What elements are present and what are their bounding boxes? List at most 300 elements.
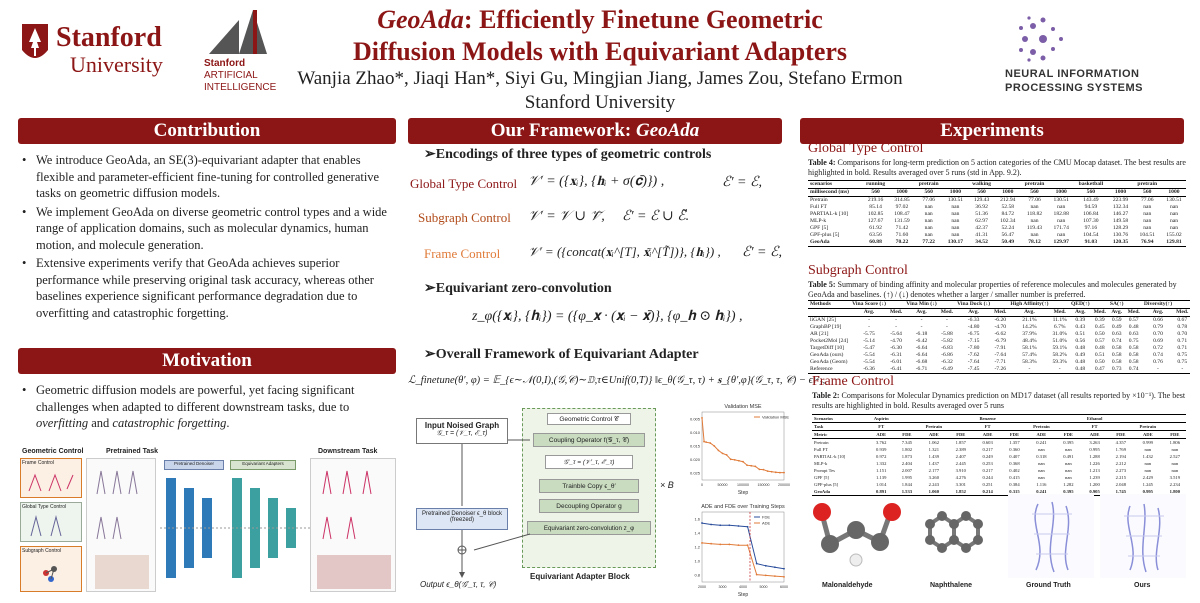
table-4-cell: nan [951,232,960,238]
diag-geo-control: Geometric Control 𝒞 [547,413,631,425]
table-4-cell: nan [1030,232,1039,238]
table-2-cell: 1.852 [950,488,972,496]
table-2-cell: ADE [1132,431,1164,439]
table-2-cell: 0.407 [1009,454,1020,459]
table-4-cell: 132.34 [1112,204,1129,210]
table-4-cell: GPF [5] [810,225,829,231]
table-2-cell: 0.415 [1009,475,1020,480]
table-2-cell: 0.995 [1089,447,1100,452]
table-4-cell: 108.47 [894,211,910,217]
table-4-row [808,197,1186,205]
table-2-cell: nan [1144,461,1152,466]
chart-validation-mse-svg [680,400,788,496]
table-5-cell: - [895,317,898,323]
table-5-row [808,359,1190,366]
table-5-cell: Avg. [1142,309,1174,317]
table-2-cell: 0.999 [1142,440,1153,445]
table-4-cell: 1000 [1162,189,1186,197]
table-4-cell: nan [1143,204,1152,210]
table-5-cell: - [1050,366,1068,374]
table-5-cell: 0.58 [1111,352,1122,358]
table-4-cell: GeoAda [808,239,861,247]
table-2-cell: 0.395 [1063,440,1074,445]
naphthalene-icon [908,494,1002,576]
table-2-row [812,453,1186,460]
molecule-panels [808,494,1188,598]
fig-panel-global [20,502,82,542]
table-2-cell: 0.360 [1009,447,1020,452]
table-4-cell: nan [1169,225,1179,231]
table-2-cell: PARTIAL-k [10] [814,454,846,459]
table-4-cell: 77.06 [922,197,935,203]
table-2-cell: 2.273 [1115,468,1127,473]
chart-point [774,566,776,568]
table-5-cell: -6.18 [915,331,928,337]
table-5-cell: Med. [994,309,1007,315]
motivation-bullet [22,382,394,432]
fig-label-denoiser: Pretrained Denoiser [164,460,224,470]
table-5-cell: Diversity(↑) [1143,301,1173,307]
table-4-cell: 42.37 [975,225,988,231]
chart-point [701,542,703,544]
table-5-cell: 0.50 [1094,331,1105,337]
chart-point [750,465,752,467]
diag-input-sub: 𝒢_τ = (𝒱_τ, ℰ_τ) [436,430,488,437]
chart-ade-fde [680,500,788,598]
table-5-cell: 51.0% [1052,338,1067,344]
diag-denoiser-box [416,508,508,530]
table-5-cell: 21.1% [1022,317,1037,323]
motivation-text-e: . [226,416,230,430]
table-4-cell: nan [924,211,933,217]
table-4-cell: 128.29 [1112,225,1129,231]
table-2-cell [1003,423,1025,431]
contribution-bullet-2: • We implement GeoAda on diverse geometric control types and a wide range of application domains, such as molecular dynamics, human motion, and molecule generation. [22,204,394,254]
table-4-cell: 129.43 [973,197,990,203]
chart-point [754,466,756,468]
table-4-cell: nan [1169,204,1179,210]
chart-ytick-label: 0.020 [689,457,700,463]
poster-title [300,4,900,68]
eq-finetune-loss: ℒ_finetune(θ′, φ) = 𝔼_{ϵ∼𝒩(0,I),(𝒢,𝒞)∼𝔻,τ∈Unif(0,T)} ‖ϵ_θ(𝒢_τ, τ) + 𝐬_{θ′,φ}(𝒢_τ, τ, 𝒞) − ϵ‖²₂, [408,375,826,386]
table-4-cell: 62.97 [975,218,988,224]
chart-ade-fde-svg [680,500,788,598]
table-5-cell: -5.75 [863,331,875,337]
table-4-cell: 107.30 [1083,218,1099,224]
table-2-cell: 0.315 [1003,488,1025,496]
table-4-cell: MLP-k [810,218,827,224]
table-5-cell: -6.68 [915,359,928,365]
table-4-cell: nan [1030,204,1039,210]
table-4-cell: 120.35 [1109,239,1133,247]
chart-point [756,574,758,576]
chart-point [783,576,785,578]
chart-xtick-label: 150000 [757,483,770,487]
table-2-cell: 0.402 [1009,468,1020,473]
chart-title: ADE and FDE over Training Steps [701,504,785,510]
table-2-cell [1164,423,1186,431]
sai-mark-icon [209,10,269,54]
table-5-cell [1092,301,1108,309]
cap2-text: Comparisons for Molecular Dynamics prediction on MD17 dataset (all results reported by ×10⁻¹). The best results are highlighted in bold. Results averaged over 5 runs [812,391,1186,410]
table-2-cell: 1.857 [955,440,966,445]
table-2-cell: nan [1144,468,1152,473]
chart-point [742,461,744,463]
table-5-cell: -4.70 [890,338,902,344]
table-5-cell: 0.39 [1075,317,1086,323]
table-5-header-row [808,301,1190,309]
table-4-cell: 63.56 [869,232,882,238]
table-5-cell: 0.48 [1128,324,1139,330]
table-5-cell: -6.20 [994,317,1007,323]
table-4-cell: 104.54 [1083,232,1099,238]
table-4-cell: 223.99 [1112,197,1129,203]
diag-coupling: Coupling Operator f(𝒢_τ, 𝒞) [533,433,645,447]
table-5-cell: 0.75 [1177,359,1188,365]
table-5-grid [808,300,1190,374]
chart-point [728,544,730,546]
table-2-cell: Pretrain [1026,423,1058,431]
table-5-row [808,345,1190,352]
table-2-grid [812,414,1186,496]
table-5-cell: Pocket2Mol [24] [810,338,849,344]
table-5-cell: AR [21] [810,331,829,337]
table-2-cell: nan [1038,461,1045,466]
table-4-cell: 1000 [996,189,1020,197]
chart-ytick-label: 1.4 [694,530,700,536]
table-5-cell: 59.3% [1052,359,1067,365]
table-2-header-row [812,415,1186,423]
motivation-list [22,382,394,434]
table-4-cell: nan [951,204,960,210]
chart-legend-label: FDE [762,514,770,520]
table-4-row [808,211,1186,218]
table-4-cell: 131.59 [894,218,910,224]
table-2-cell: 1.060 [918,488,950,496]
table-5-cell: -6.33 [967,317,980,323]
sai-line-3: INTELLIGENCE [204,82,277,93]
fig-downstream-strip [310,458,396,592]
table-4-cell: nan [1143,211,1152,217]
table-2-cell: 1.239 [1089,475,1100,480]
table-2-cell: Task [812,423,867,431]
table-5-cell: 0.48 [1094,345,1105,351]
table-5-row [808,366,1190,374]
table-5-cell: 0.47 [1092,366,1108,374]
table-5-cell: -6.01 [890,359,902,365]
table-2-cell: GPF [5] [814,475,829,480]
table-2-cell: 0.395 [1057,488,1079,496]
chart-point [783,568,785,570]
table-5-cell: SA(↑) [1109,301,1124,307]
chart-xtick-label: 0 [701,483,703,487]
table-2-cell: 0.253 [982,461,993,466]
chart-point [709,442,711,444]
eq-subgraph-e: ℰ′ = ℰ ∪ ℰ̃. [622,209,690,224]
table-2-subheader-row [812,423,1186,431]
table-5-cell: 0.74 [1111,338,1122,344]
table-5-cell: -6.62 [994,331,1007,337]
table-5-cell: -7.15 [967,338,980,344]
table-5-cell [939,301,955,309]
diag-adapter-block [522,408,656,568]
table-2-cell: 0.251 [982,482,993,487]
motivation-text-a: Geometric diffusion models are powerful, yet facing significant challenges when adapted to different downstream tasks, due to [36,383,355,414]
table-5-subheader-row [808,309,1190,317]
table-5-cell: - [1142,366,1174,374]
sai-line-1: Stanford [204,58,246,69]
table-4-cell: nan [1057,218,1066,224]
table-2-cell: 1.437 [928,461,939,466]
chart-xtick-label: 3000 [718,585,727,589]
table-4-cell: nan [1169,211,1179,217]
chart-point [747,544,749,546]
table-2-cell: 1.745 [1110,488,1132,496]
table-2-cell [1057,415,1079,423]
table-2-cell: 3.301 [955,482,966,487]
framework-title-a: Our Framework: [490,120,636,141]
chart-point [756,563,758,565]
table-4 [808,180,1186,247]
chart-validation-mse [680,400,788,496]
table-2-cell: 2.048 [1115,482,1127,487]
ours-trajectory-icon [1100,494,1186,578]
table-2-cell [950,415,972,423]
table-5-cell: 0.39 [1094,317,1105,323]
table-2-row [812,467,1186,474]
subgraph-molecule-icon [21,555,81,589]
table-5-cell: 58.2% [1052,352,1067,358]
table-2-cell: FDE [1164,431,1186,439]
chart-point [730,458,732,460]
table-5-cell: 0.45 [1094,324,1105,330]
table-5-cell: - [868,324,870,330]
table-5-cell: Reference [808,366,850,374]
chart-point [775,471,777,473]
table-4-cell: 155.02 [1166,232,1182,238]
table-4-cell: 130.76 [1112,232,1129,238]
table-2-row [812,460,1186,467]
table-2-cell: 1.439 [928,454,939,459]
motivation-figure [18,446,398,596]
ground-truth-trajectory-icon [1008,494,1094,578]
neurips-line-1: NEURAL INFORMATION [1005,68,1140,80]
table-4-cell: nan [924,218,933,224]
table-4-cell: 97.16 [1084,225,1098,231]
table-2-cell: 0.939 [876,447,887,452]
chart-ytick-label: 0.8 [694,572,700,578]
table-5-cell [1050,301,1068,309]
fig-label-subgraph: Subgraph Control [22,548,62,554]
table-5-cell: 0.67 [1177,317,1188,323]
table-2-cell: FT [1079,423,1109,431]
table-2-cell: ADE [918,431,950,439]
table-5-cell: 0.74 [1153,352,1163,358]
table-2-cell: 0.995 [1132,488,1164,496]
table-4-cell: 84.72 [1001,211,1015,217]
table-5-cell [992,301,1008,309]
stanford-word: Stanford [56,22,162,53]
table-5-cell: Med. [1093,309,1106,315]
label-subgraph-control: Subgraph Control [418,210,511,225]
table-5-cell: 0.71 [1177,338,1188,344]
table-2-cell: 0.241 [1036,440,1047,445]
table-4-cell: 149.58 [1112,218,1129,224]
table-5-cell: 58.3% [1022,359,1037,365]
global-skeleton-icon [21,511,81,541]
diag-input-box [416,418,508,444]
table-2-cell: ADE [867,431,896,439]
table-5-cell: 0.70 [1177,331,1188,337]
table-5-cell [888,301,904,309]
table-4-cell: 212.94 [1000,197,1016,203]
table-4-cell: 52.58 [1001,204,1015,210]
table-2-cell: FDE [950,431,972,439]
table-2-cell: 2.445 [955,461,966,466]
table-5-cell: 0.58 [1128,352,1139,358]
table-2-cell: 1.321 [928,447,939,452]
table-5-cell: -6.64 [915,352,928,358]
table-2-cell: 1.806 [1169,440,1180,445]
table-2-cell [1057,423,1079,431]
table-4-cell: 78.12 [1020,239,1049,247]
table-5-cell: - [920,324,923,330]
chart-legend-label: ADE [762,520,771,526]
table-2-cell: 2.177 [928,468,939,473]
table-5-cell: 0.58 [1111,359,1122,365]
table-5-cell: -5.14 [863,338,875,344]
fig-label-geometric-control: Geometric Control [22,448,84,455]
table-4-cell: pretrain [1133,181,1162,189]
table-2-cell: 1.116 [1036,482,1047,487]
chart-point [728,524,730,526]
table-2-cell: 3.263 [1089,440,1100,445]
table-5-cell: GeoAda (ours) [810,352,844,358]
table-2-cell: 3.519 [1169,475,1180,480]
table-2-cell: 0.891 [867,488,896,496]
table-4-subheader-row [808,189,1186,197]
table-4-cell: 146.27 [1112,211,1129,217]
table-4-cell: 130.51 [1053,197,1069,203]
chart-xlabel: Step [737,490,749,496]
university-word: University [70,52,163,77]
diag-decouple: Decoupling Operator g [539,499,639,513]
table-4-cell: 94.59 [1084,204,1098,210]
table-5-cell: -6.79 [994,338,1007,344]
table-4-cell: 219.16 [867,197,884,203]
chart-legend-label: Validation MSE [762,414,790,420]
chart-point [759,468,761,470]
table-2-cell: 4.276 [955,475,966,480]
table-2-cell: 2.007 [901,468,913,473]
chart-point [738,460,740,462]
table-2-cell: 1.844 [901,482,913,487]
cap4-text: Comparisons for long-term prediction on 5 action categories of the CMU Mocap dataset. The best results are highlighted in bold. Results averaged over 5 runs (std in App. 9.2). [808,158,1186,177]
table-4-cell: walking [967,181,995,189]
table-2-cell: 1.432 [1142,454,1153,459]
chart-xtick-label: 2000 [698,585,706,589]
table-5-cell: - [895,324,898,330]
table-2-cell [918,415,950,423]
table-4-cell: 70.22 [890,239,914,247]
table-2-row [812,446,1186,453]
table-4-row [808,218,1186,225]
table-4-cell: 1000 [1049,189,1073,197]
table-4-row [808,204,1186,211]
table-5-cell: -4.80 [967,324,980,330]
table-4-cell: 50.49 [996,239,1020,247]
table-2-row [812,439,1186,447]
chart-point [718,450,720,452]
table-4-cell: 560 [967,189,995,197]
table-5-cell: Med. [1127,309,1140,315]
table-2-cell: 0.384 [1009,482,1020,487]
table-4-cell: 143.49 [1083,197,1099,203]
table-5-cell: 59.1% [1052,345,1067,351]
table-5 [808,300,1189,374]
table-2-cell: Benzene [972,415,1003,423]
table-2-cell: 1.282 [1063,482,1074,487]
table-2-cell: nan [1065,461,1072,466]
table-2-cell: 1.213 [1089,468,1100,473]
eq-frame-e: ℰ′ = ℰ, [742,245,782,260]
table-2-cell: 7.345 [901,440,913,445]
table-5-cell: 0.58 [1128,345,1139,351]
table-5-cell: 57.4% [1022,352,1037,358]
table-4-cell: 314.85 [894,197,910,203]
table-5-cell: QED(↑) [1070,301,1090,307]
table-4-cell: 119.43 [1026,225,1043,231]
table-5-cell: 0.74 [1126,366,1142,374]
table-5-cell: Methods [808,301,850,309]
table-4-cell: 1000 [943,189,967,197]
table-4-cell: nan [1057,204,1066,210]
table-2-cell: nan [1171,468,1179,473]
table-4-cell: 129.97 [1049,239,1073,247]
chart-point [765,574,767,576]
table-5-cell: -6.86 [941,352,953,358]
table-4-cell: 560 [1073,189,1108,197]
table-5-cell: -6.71 [904,366,939,374]
table-5-cell: 0.57 [1128,317,1139,323]
table-2-cell: nan [1065,447,1072,452]
table-5-cell: -6.36 [850,366,888,374]
exp-sec-global: Global Type Control [808,141,924,156]
table-5-cell: Avg. [904,309,939,317]
cap4-bold: Table 4: [808,158,836,167]
chart-point [779,472,781,474]
table-4-cell [890,181,914,189]
table-4-cell: GPF-plus [5] [810,232,840,238]
table-4-cell: 1000 [890,189,914,197]
table-5-cell: Avg. [850,309,888,317]
chart-point [774,575,776,577]
diag-times-b: × B [660,480,674,490]
table-4-cell: 560 [914,189,943,197]
table-2-cell: 0.217 [982,447,993,452]
title-line-2: Diffusion Models with Equivariant Adapters [352,37,848,66]
table-2-cell: 2.389 [955,447,966,452]
table-5-cell: Med. [940,309,954,315]
diag-denoiser-label: Pretrained Denoiser ϵ_θ block (freezed) [421,511,503,523]
table-5-cell: -5.64 [890,331,902,337]
table-5-cell: 58.1% [1022,345,1037,351]
title-line-1 [300,4,900,36]
chart-point [738,544,740,546]
table-4-cell: Full FT [810,204,827,210]
exp-cap-table5 [808,280,1186,299]
table-4-cell: 52.24 [1001,225,1015,231]
